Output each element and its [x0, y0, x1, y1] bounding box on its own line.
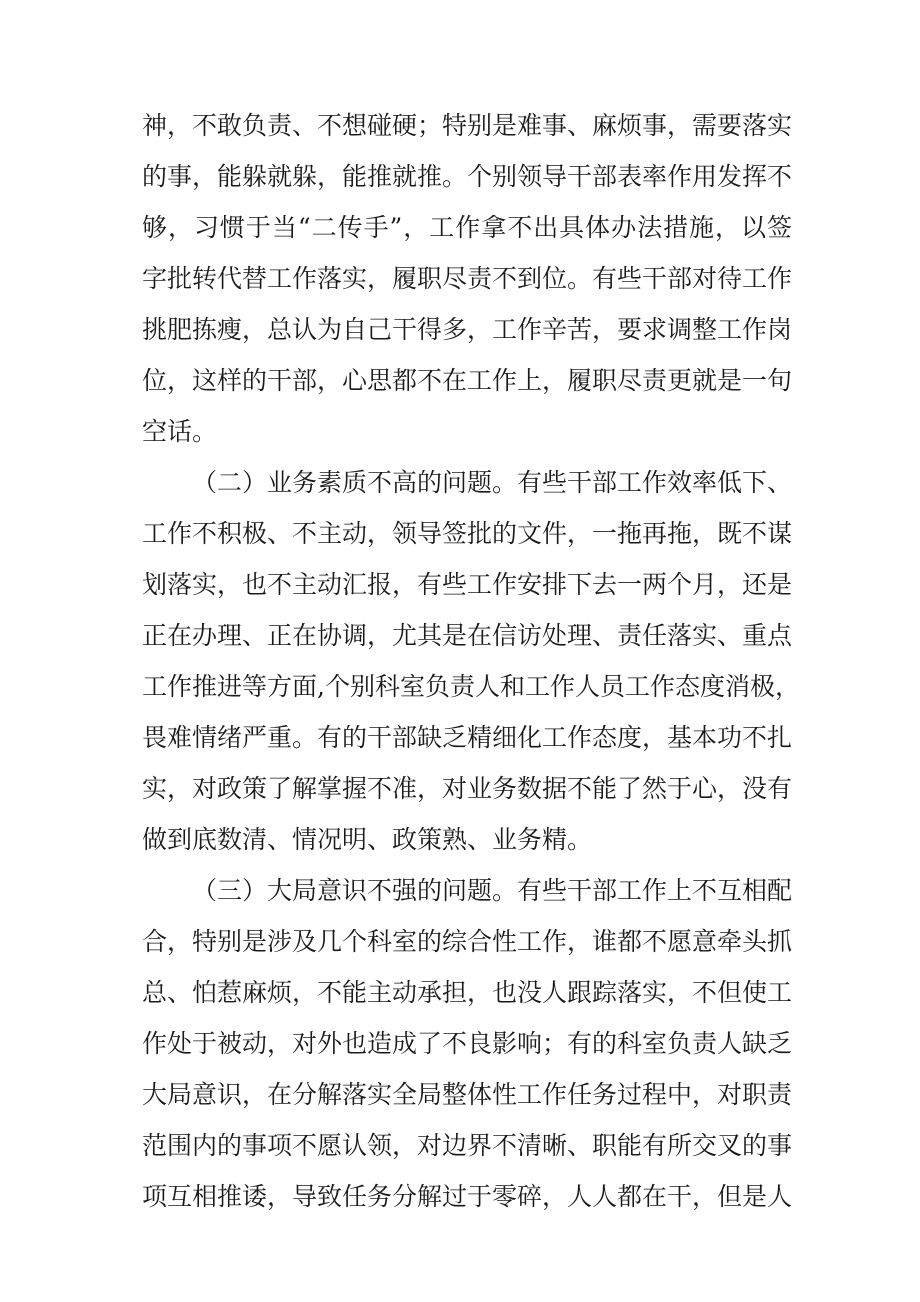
text-line: 工作不积极、不主动，领导签批的文件，一拖再拖，既不谋: [142, 519, 793, 548]
text-line: （三）大局意识不强的问题。有些干部工作上不互相配: [192, 876, 793, 905]
text-line: 位，这样的干部，心思都不在工作上，履职尽责更就是一句: [142, 366, 793, 395]
text-line: 合，特别是涉及几个科室的综合性工作，谁都不愿意牵头抓: [142, 927, 793, 956]
text-line: （二）业务素质不高的问题。有些干部工作效率低下、: [192, 468, 793, 497]
text-line: 大局意识，在分解落实全局整体性工作任务过程中，对职责: [142, 1080, 793, 1109]
text-line: 神，不敢负责、不想碰硬；特别是难事、麻烦事，需要落实: [142, 111, 793, 140]
text-line: 字批转代替工作落实，履职尽责不到位。有些干部对待工作: [142, 264, 793, 293]
text-line: 做到底数清、情况明、政策熟、业务精。: [142, 825, 593, 854]
text-line: 实，对政策了解掌握不准，对业务数据不能了然于心，没有: [142, 774, 793, 803]
paragraph-1: [142, 100, 792, 457]
text-line: 工作推进等方面,个别科室负责人和工作人员工作态度消极，: [142, 672, 800, 701]
text-line: 畏难情绪严重。有的干部缺乏精细化工作态度，基本功不扎: [142, 723, 793, 752]
text-line: 范围内的事项不愿认领，对边界不清晰、职能有所交叉的事: [142, 1131, 793, 1160]
text-line: 正在办理、正在协调，尤其是在信访处理、责任落实、重点: [142, 621, 793, 650]
text-line: 挑肥拣瘦，总认为自己干得多，工作辛苦，要求调整工作岗: [142, 315, 793, 344]
text-line: 项互相推诿，导致任务分解过于零碎，人人都在干，但是人: [142, 1182, 793, 1211]
text-line: 够，习惯于当“二传手”，工作拿不出具体办法措施，以签: [142, 213, 792, 242]
document-body: [142, 100, 800, 1222]
text-line: 作处于被动，对外也造成了不良影响；有的科室负责人缺乏: [142, 1029, 793, 1058]
text-line: 的事，能躲就躲，能推就推。个别领导干部表率作用发挥不: [142, 162, 793, 191]
text-line: 划落实，也不主动汇报，有些工作安排下去一两个月，还是: [142, 570, 793, 599]
text-line: 总、怕惹麻烦，不能主动承担，也没人跟踪落实，不但使工: [142, 978, 793, 1007]
paragraph-2: [142, 457, 800, 865]
text-line: 空话。: [142, 417, 218, 446]
paragraph-3: [142, 865, 792, 1222]
